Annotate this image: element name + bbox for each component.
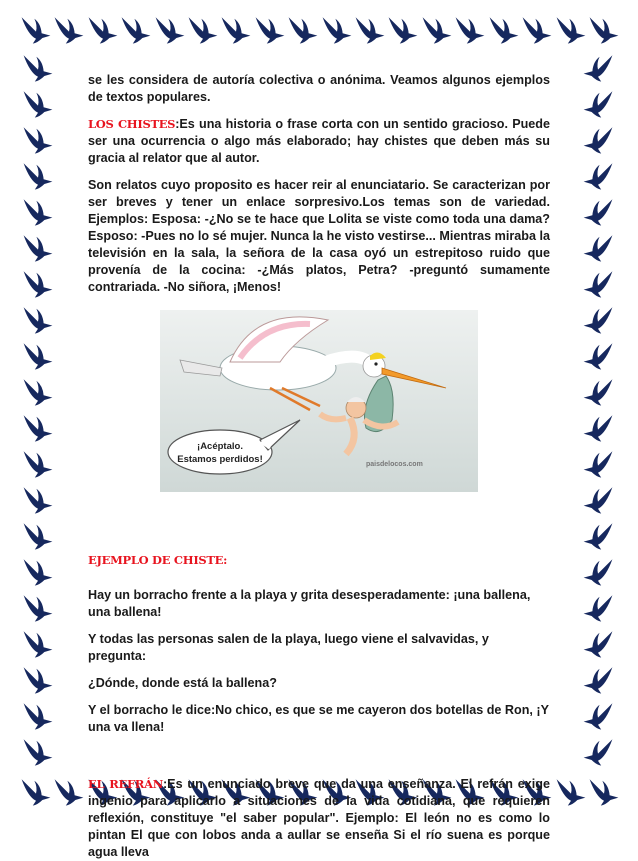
bubble-line-1: ¡Acéptalo.	[197, 441, 243, 452]
ejemplo-paragraph-3: ¿Dónde, donde está la ballena?	[88, 676, 277, 690]
swallow-bird-icon	[582, 124, 614, 156]
swallow-bird-icon	[22, 592, 54, 624]
refran-definition: :Es un enunciado breve que da una enseñanza. El refrán exige ingenio para aplicarlo a situaciones de la vida cotidiana, que requieren reflexión, constituye "el saber popular". Ejemplo: El león no es como lo pintan El que con lobos anda a aullar se enseña Si el río suena es porque agua lleva	[88, 777, 550, 859]
swallow-bird-icon	[555, 14, 587, 46]
ejemplo-paragraph-2: Y todas las personas salen de la playa, luego viene el salvavidas, y pregunta:	[88, 632, 489, 663]
swallow-bird-icon	[582, 556, 614, 588]
swallow-bird-icon	[582, 88, 614, 120]
swallow-bird-icon	[120, 14, 152, 46]
chistes-paragraph	[88, 116, 550, 167]
stork-cartoon	[160, 310, 478, 492]
swallow-bird-icon	[22, 268, 54, 300]
chistes-definition: :Es una historia o frase corta con un sentido gracioso. Puede ser una ocurrencia o algo más elaborado; hay chistes que deben más su gracia al relator que al autor.	[88, 117, 550, 165]
swallow-bird-icon	[588, 776, 620, 808]
swallow-bird-icon	[22, 232, 54, 264]
swallow-bird-icon	[87, 14, 119, 46]
swallow-bird-icon	[555, 776, 587, 808]
swallow-bird-icon	[22, 196, 54, 228]
swallow-bird-icon	[321, 14, 353, 46]
swallow-bird-icon	[582, 376, 614, 408]
ejemplo-paragraph-1: Hay un borracho frente a la playa y grita desesperadamente: ¡una ballena, una ballena!	[88, 588, 531, 619]
swallow-bird-icon	[582, 160, 614, 192]
swallow-bird-icon	[22, 88, 54, 120]
swallow-bird-icon	[582, 736, 614, 768]
swallow-bird-icon	[220, 14, 252, 46]
swallow-bird-icon	[20, 14, 52, 46]
swallow-bird-icon	[22, 520, 54, 552]
swallow-bird-icon	[20, 776, 52, 808]
swallow-bird-icon	[254, 14, 286, 46]
swallow-bird-icon	[582, 340, 614, 372]
swallow-bird-icon	[454, 14, 486, 46]
swallow-bird-icon	[582, 448, 614, 480]
swallow-bird-icon	[354, 14, 386, 46]
swallow-bird-icon	[582, 268, 614, 300]
swallow-bird-icon	[22, 160, 54, 192]
figure-watermark: paisdelocos.com	[366, 461, 423, 468]
swallow-bird-icon	[22, 448, 54, 480]
swallow-bird-icon	[582, 664, 614, 696]
swallow-bird-icon	[387, 14, 419, 46]
bubble-line-2: Estamos perdidos!	[177, 454, 263, 465]
swallow-bird-icon	[22, 376, 54, 408]
swallow-bird-icon	[582, 484, 614, 516]
swallow-bird-icon	[22, 52, 54, 84]
swallow-bird-icon	[521, 14, 553, 46]
swallow-bird-icon	[287, 14, 319, 46]
swallow-bird-icon	[22, 412, 54, 444]
swallow-bird-icon	[22, 340, 54, 372]
swallow-bird-icon	[187, 14, 219, 46]
swallow-bird-icon	[22, 124, 54, 156]
swallow-bird-icon	[582, 52, 614, 84]
border-left	[22, 52, 58, 768]
swallow-bird-icon	[582, 700, 614, 732]
ejemplo-heading: EJEMPLO DE CHISTE:	[88, 553, 228, 567]
swallow-bird-icon	[488, 14, 520, 46]
swallow-bird-icon	[582, 304, 614, 336]
swallow-bird-icon	[22, 700, 54, 732]
swallow-bird-icon	[53, 14, 85, 46]
swallow-bird-icon	[582, 628, 614, 660]
chistes-heading: LOS CHISTES	[88, 117, 176, 131]
swallow-bird-icon	[588, 14, 620, 46]
border-top	[20, 14, 620, 52]
border-right	[582, 52, 618, 768]
swallow-bird-icon	[154, 14, 186, 46]
swallow-bird-icon	[22, 304, 54, 336]
intro-paragraph: se les considera de autoría colectiva o anónima. Veamos algunos ejemplos de textos populares.	[88, 73, 550, 104]
swallow-bird-icon	[22, 628, 54, 660]
ejemplo-heading-line	[88, 552, 550, 569]
ejemplo-paragraph-4: Y el borracho le dice:No chico, es que se me cayeron dos botellas de Ron, ¡Y una va llena!	[88, 703, 549, 734]
swallow-bird-icon	[582, 412, 614, 444]
swallow-bird-icon	[22, 484, 54, 516]
stork-cartoon-image	[160, 310, 478, 492]
document-body	[88, 72, 550, 861]
swallow-bird-icon	[22, 556, 54, 588]
relatos-paragraph: Son relatos cuyo proposito es hacer reir al enunciatario. Se caracterizan por ser breves y tener un enlace sorpresivo.Los temas son de variedad. Ejemplos: Esposa: -¿No se te hace que Lolita se viste como toda una dama? Esposo: -Pues no lo sé mujer. Nunca la he visto vestirse... Mientras miraba la televisión en la sala, la señora de la casa oyó un estrepitoso ruido que provenía de la cocina: -¿Más platos, Petra? -preguntó sumamente contrariada. -No siñora, ¡Menos!	[88, 178, 550, 294]
swallow-bird-icon	[22, 664, 54, 696]
swallow-bird-icon	[22, 736, 54, 768]
refran-paragraph	[88, 776, 550, 861]
swallow-bird-icon	[582, 196, 614, 228]
swallow-bird-icon	[421, 14, 453, 46]
refran-heading: EL REFRÁN	[88, 777, 163, 791]
swallow-bird-icon	[53, 776, 85, 808]
swallow-bird-icon	[582, 520, 614, 552]
swallow-bird-icon	[582, 232, 614, 264]
swallow-bird-icon	[582, 592, 614, 624]
